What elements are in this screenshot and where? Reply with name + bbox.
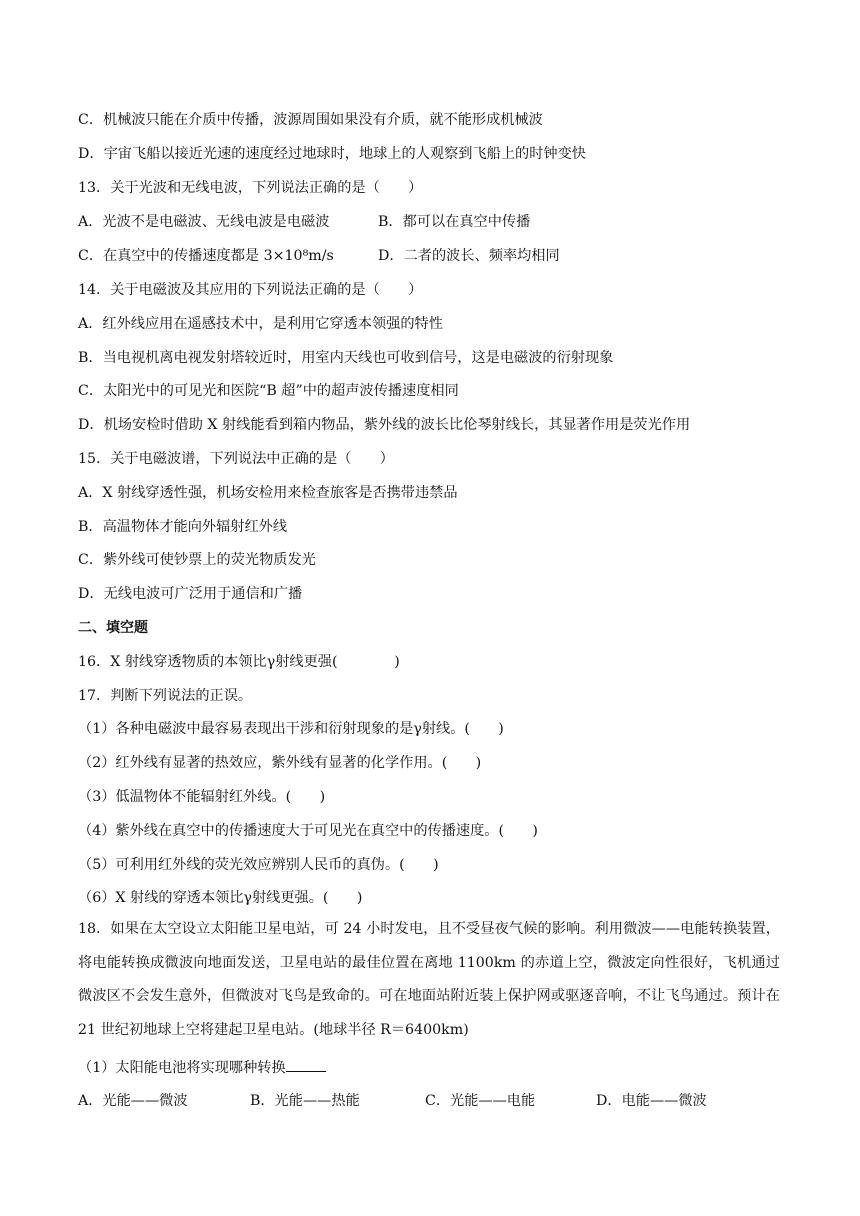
q17-item-1: （1）各种电磁波中最容易表现出干涉和衍射现象的是γ射线。( ) xyxy=(78,721,504,737)
q17-item-4: （4）紫外线在真空中的传播速度大于可见光在真空中的传播速度。( ) xyxy=(78,823,538,839)
q14-option-c: C．太阳光中的可见光和医院“B 超”中的超声波传播速度相同 xyxy=(78,383,459,399)
q14-option-b: B．当电视机离电视发射塔较近时，用室内天线也可收到信号，这是电磁波的衍射现象 xyxy=(78,350,614,366)
q13-option-c: C．在真空中的传播速度都是 3×10⁸m/s xyxy=(78,248,334,264)
q18-sub-1-text: （1）太阳能电池将实现哪种转换 xyxy=(78,1060,286,1076)
q17-stem: 17．判断下列说法的正误。 xyxy=(78,688,253,704)
q17-item-5: （5）可利用红外线的荧光效应辨别人民币的真伪。( ) xyxy=(78,857,439,873)
q14-option-a: A．红外线应用在遥感技术中，是利用它穿透本领强的特性 xyxy=(78,316,443,332)
q18-option-a: A．光能——微波 xyxy=(78,1093,188,1109)
q15-stem: 15．关于电磁波谱，下列说法中正确的是（ ） xyxy=(78,451,394,467)
q13-stem: 13．关于光波和无线电波，下列说法正确的是（ ） xyxy=(78,180,423,196)
q13-option-b: B．都可以在真空中传播 xyxy=(378,214,531,230)
q12-option-c: C．机械波只能在介质中传播，波源周围如果没有介质，就不能形成机械波 xyxy=(78,112,543,128)
q17-item-3: （3）低温物体不能辐射红外线。( ) xyxy=(78,789,326,805)
q17-item-2: （2）红外线有显著的热效应，紫外线有显著的化学作用。( ) xyxy=(78,755,482,771)
q18-sub-1 xyxy=(78,1057,326,1078)
q17-item-6: （6）X 射线的穿透本领比γ射线更强。( ) xyxy=(78,890,363,906)
q13-option-d: D．二者的波长、频率均相同 xyxy=(378,248,560,264)
answer-blank xyxy=(286,1057,326,1072)
q15-option-d: D．无线电波可广泛用于通信和广播 xyxy=(78,586,303,602)
q18-option-d: D．电能——微波 xyxy=(596,1093,707,1109)
q18-option-c: C．光能——电能 xyxy=(425,1093,536,1109)
q18-option-b: B．光能——热能 xyxy=(250,1093,360,1109)
q15-option-b: B．高温物体才能向外辐射红外线 xyxy=(78,519,288,535)
q14-stem: 14．关于电磁波及其应用的下列说法正确的是（ ） xyxy=(78,282,423,298)
section-heading: 二、填空题 xyxy=(78,620,148,636)
q13-option-a: A．光波不是电磁波、无线电波是电磁波 xyxy=(78,214,330,230)
q14-option-d: D．机场安检时借助 X 射线能看到箱内物品，紫外线的波长比伦琴射线长，其显著作用是荧光作用 xyxy=(78,417,691,433)
q16-stem: 16．X 射线穿透物质的本领比γ射线更强( ) xyxy=(78,654,400,670)
q15-option-a: A．X 射线穿透性强，机场安检用来检查旅客是否携带违禁品 xyxy=(78,485,458,501)
q12-option-d: D．宇宙飞船以接近光速的速度经过地球时，地球上的人观察到飞船上的时钟变快 xyxy=(78,146,586,162)
q15-option-c: C．紫外线可使钞票上的荧光物质发光 xyxy=(78,552,316,568)
q18-stem: 18．如果在太空设立太阳能卫星电站，可 24 小时发电，且不受昼夜气候的影响。利用微波——电能转换装置，将电能转换成微波向地面发送，卫星电站的最佳位置在离地 1100km 的赤道上空，微波定向性很好，飞机通过微波区不会发生意外，但微波对飞鸟是致命的。可在地面站附近装上保护网或驱逐音响，不让飞鸟通过。预计在 21 世纪初地球上空将建起卫星电站。(地球半径 R＝6400km) xyxy=(78,921,780,1038)
